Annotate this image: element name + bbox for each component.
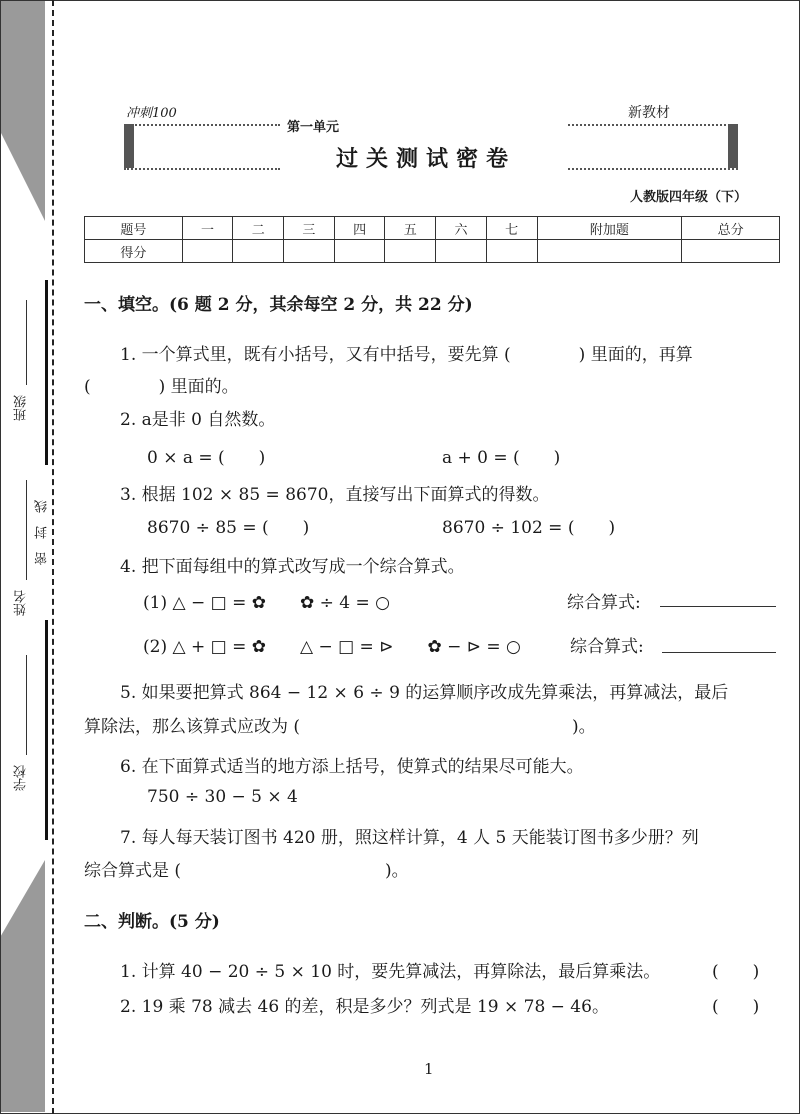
margin-bar xyxy=(45,280,48,465)
divider xyxy=(568,168,738,170)
page-title: 过关测试密卷 xyxy=(336,146,517,172)
table-header: 七 xyxy=(486,217,537,240)
judge-1-answer[interactable]: ( ) xyxy=(712,962,760,982)
table-header: 三 xyxy=(284,217,335,240)
score-cell[interactable] xyxy=(182,240,233,263)
header-bar xyxy=(728,124,738,168)
badge-label: 新教材 xyxy=(628,105,670,121)
question-5: 5. 如果要把算式 864 − 12 × 6 ÷ 9 的运算顺序改成先算乘法，再算减法，最后 xyxy=(120,683,729,703)
table-header: 一 xyxy=(182,217,233,240)
question-4-2: (2) △ + □ = ✿ △ − □ = ⊳ ✿ − ⊳ = ○ xyxy=(143,637,521,657)
score-cell[interactable] xyxy=(233,240,284,263)
score-cell[interactable] xyxy=(436,240,487,263)
answer-line[interactable] xyxy=(662,652,776,653)
question-4-1: (1) △ − □ = ✿ ✿ ÷ 4 = ○ xyxy=(143,593,390,613)
series-label: 冲刺100 xyxy=(126,106,177,121)
score-cell[interactable] xyxy=(385,240,436,263)
judge-2-answer[interactable]: ( ) xyxy=(712,997,760,1017)
question-4: 4. 把下面每组中的算式改写成一个综合算式。 xyxy=(120,557,465,577)
name-label: 姓名 xyxy=(14,590,29,616)
composite-label: 综合算式: xyxy=(567,593,641,613)
seal-dashed-line xyxy=(52,0,54,1114)
question-1: 1. 一个算式里，既有小括号，又有中括号，要先算 ( ) 里面的，再算 xyxy=(120,345,693,365)
seal-text: 密 封 线 xyxy=(35,500,50,565)
question-6: 6. 在下面算式适当的地方添上括号，使算式的结果尽可能大。 xyxy=(120,757,584,777)
section2-heading: 二、判断。(5 分) xyxy=(84,912,220,932)
score-cell[interactable] xyxy=(537,240,682,263)
divider xyxy=(568,124,738,126)
page-number: 1 xyxy=(424,1060,434,1078)
question-6-expr: 750 ÷ 30 − 5 × 4 xyxy=(147,787,298,807)
table-header: 总分 xyxy=(682,217,780,240)
question-1-cont: ( ) 里面的。 xyxy=(84,377,239,397)
question-5-cont: 算除法，那么该算式应改为 ( )。 xyxy=(84,717,596,737)
composite-label: 综合算式: xyxy=(570,637,644,657)
table-row-label: 得分 xyxy=(85,240,183,263)
divider xyxy=(124,124,280,126)
table-header: 五 xyxy=(385,217,436,240)
score-cell[interactable] xyxy=(284,240,335,263)
table-header: 六 xyxy=(436,217,487,240)
school-field[interactable] xyxy=(26,655,27,755)
score-cell[interactable] xyxy=(334,240,385,263)
header-bar xyxy=(124,124,134,168)
edition-label: 人教版四年级（下） xyxy=(630,190,748,205)
table-header: 四 xyxy=(334,217,385,240)
class-label: 班级 xyxy=(14,395,29,421)
score-cell[interactable] xyxy=(486,240,537,263)
question-2a: 0 × a = ( ) xyxy=(147,448,266,468)
question-2b: a + 0 = ( ) xyxy=(442,448,561,468)
table-header: 题号 xyxy=(85,217,183,240)
table-header: 附加题 xyxy=(537,217,682,240)
question-2: 2. a是非 0 自然数。 xyxy=(120,410,276,430)
class-field[interactable] xyxy=(26,300,27,385)
divider xyxy=(124,168,280,170)
question-3: 3. 根据 102 × 85 = 8670，直接写出下面算式的得数。 xyxy=(120,485,550,505)
judge-1: 1. 计算 40 − 20 ÷ 5 × 10 时，要先算减法，再算除法，最后算乘法。 xyxy=(120,962,661,982)
name-field[interactable] xyxy=(26,480,27,580)
answer-line[interactable] xyxy=(660,606,776,607)
question-3a: 8670 ÷ 85 = ( ) xyxy=(147,518,310,538)
score-cell[interactable] xyxy=(682,240,780,263)
school-label: 学校 xyxy=(14,765,29,791)
table-header: 二 xyxy=(233,217,284,240)
question-7: 7. 每人每天装订图书 420 册，照这样计算，4 人 5 天能装订图书多少册？列 xyxy=(120,828,699,848)
judge-2: 2. 19 乘 78 减去 46 的差，积是多少？列式是 19 × 78 − 46。 xyxy=(120,997,609,1017)
margin-bar xyxy=(45,620,48,840)
question-7-cont: 综合算式是 ( )。 xyxy=(84,861,409,881)
section1-heading: 一、填空。(6 题 2 分，其余每空 2 分，共 22 分) xyxy=(84,295,473,315)
question-3b: 8670 ÷ 102 = ( ) xyxy=(442,518,616,538)
unit-label: 第一单元 xyxy=(287,120,340,135)
score-table xyxy=(84,216,780,263)
